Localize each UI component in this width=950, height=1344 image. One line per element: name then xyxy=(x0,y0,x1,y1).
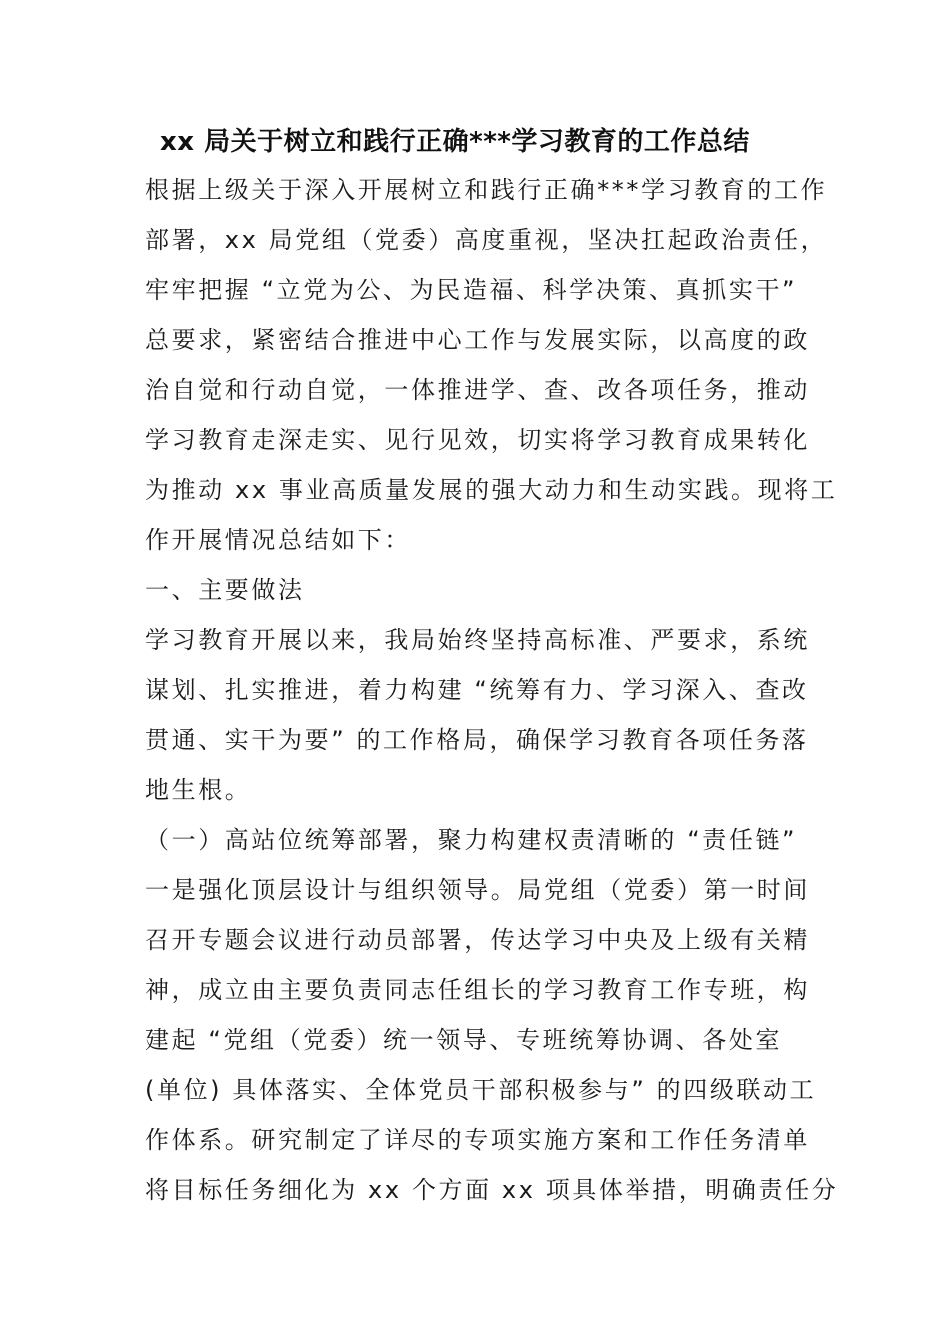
body-line: 根据上级关于深入开展树立和践行正确***学习教育的工作 xyxy=(145,176,828,204)
body-line: 将目标任务细化为 xx 个方面 xx 项具体举措，明确责任分 xyxy=(145,1176,839,1204)
body-line: 治自觉和行动自觉，一体推进学、查、改各项任务，推动 xyxy=(145,376,810,404)
section-heading: 一、主要做法 xyxy=(145,576,305,604)
body-line: 牢牢把握 “立党为公、为民造福、科学决策、真抓实干” xyxy=(145,276,798,304)
body-line: 一是强化顶层设计与组织领导。局党组（党委）第一时间 xyxy=(145,876,810,904)
document-title: xx 局关于树立和践行正确***学习教育的工作总结 xyxy=(160,127,750,157)
body-line: 作开展情况总结如下： xyxy=(145,526,411,554)
body-line: (单位) 具体落实、全体党员干部积极参与” 的四级联动工 xyxy=(145,1076,817,1104)
body-line: 地生根。 xyxy=(145,776,252,804)
body-line: 召开专题会议进行动员部署，传达学习中央及上级有关精 xyxy=(145,926,810,954)
body-line: 贯通、实干为要” 的工作格局，确保学习教育各项任务落 xyxy=(145,726,809,754)
body-line: 为推动 xx 事业高质量发展的强大动力和生动实践。现将工 xyxy=(145,476,838,504)
body-line: 总要求，紧密结合推进中心工作与发展实际，以高度的政 xyxy=(145,326,810,354)
body-line: 建起 “党组（党委）统一领导、专班统筹协调、各处室 xyxy=(145,1026,783,1054)
body-line: 学习教育走深走实、见行见效，切实将学习教育成果转化 xyxy=(145,426,810,454)
body-line: 谋划、扎实推进，着力构建 “统筹有力、学习深入、查改 xyxy=(145,676,809,704)
body-line: 神，成立由主要负责同志任组长的学习教育工作专班，构 xyxy=(145,976,810,1004)
body-line: 作体系。研究制定了详尽的专项实施方案和工作任务清单 xyxy=(145,1126,810,1154)
body-line: 学习教育开展以来，我局始终坚持高标准、严要求，系统 xyxy=(145,626,810,654)
body-line: 部署，xx 局党组（党委）高度重视，坚决扛起政治责任， xyxy=(145,226,828,254)
subsection-heading: （一）高站位统筹部署，聚力构建权责清晰的 “责任链” xyxy=(145,826,798,854)
